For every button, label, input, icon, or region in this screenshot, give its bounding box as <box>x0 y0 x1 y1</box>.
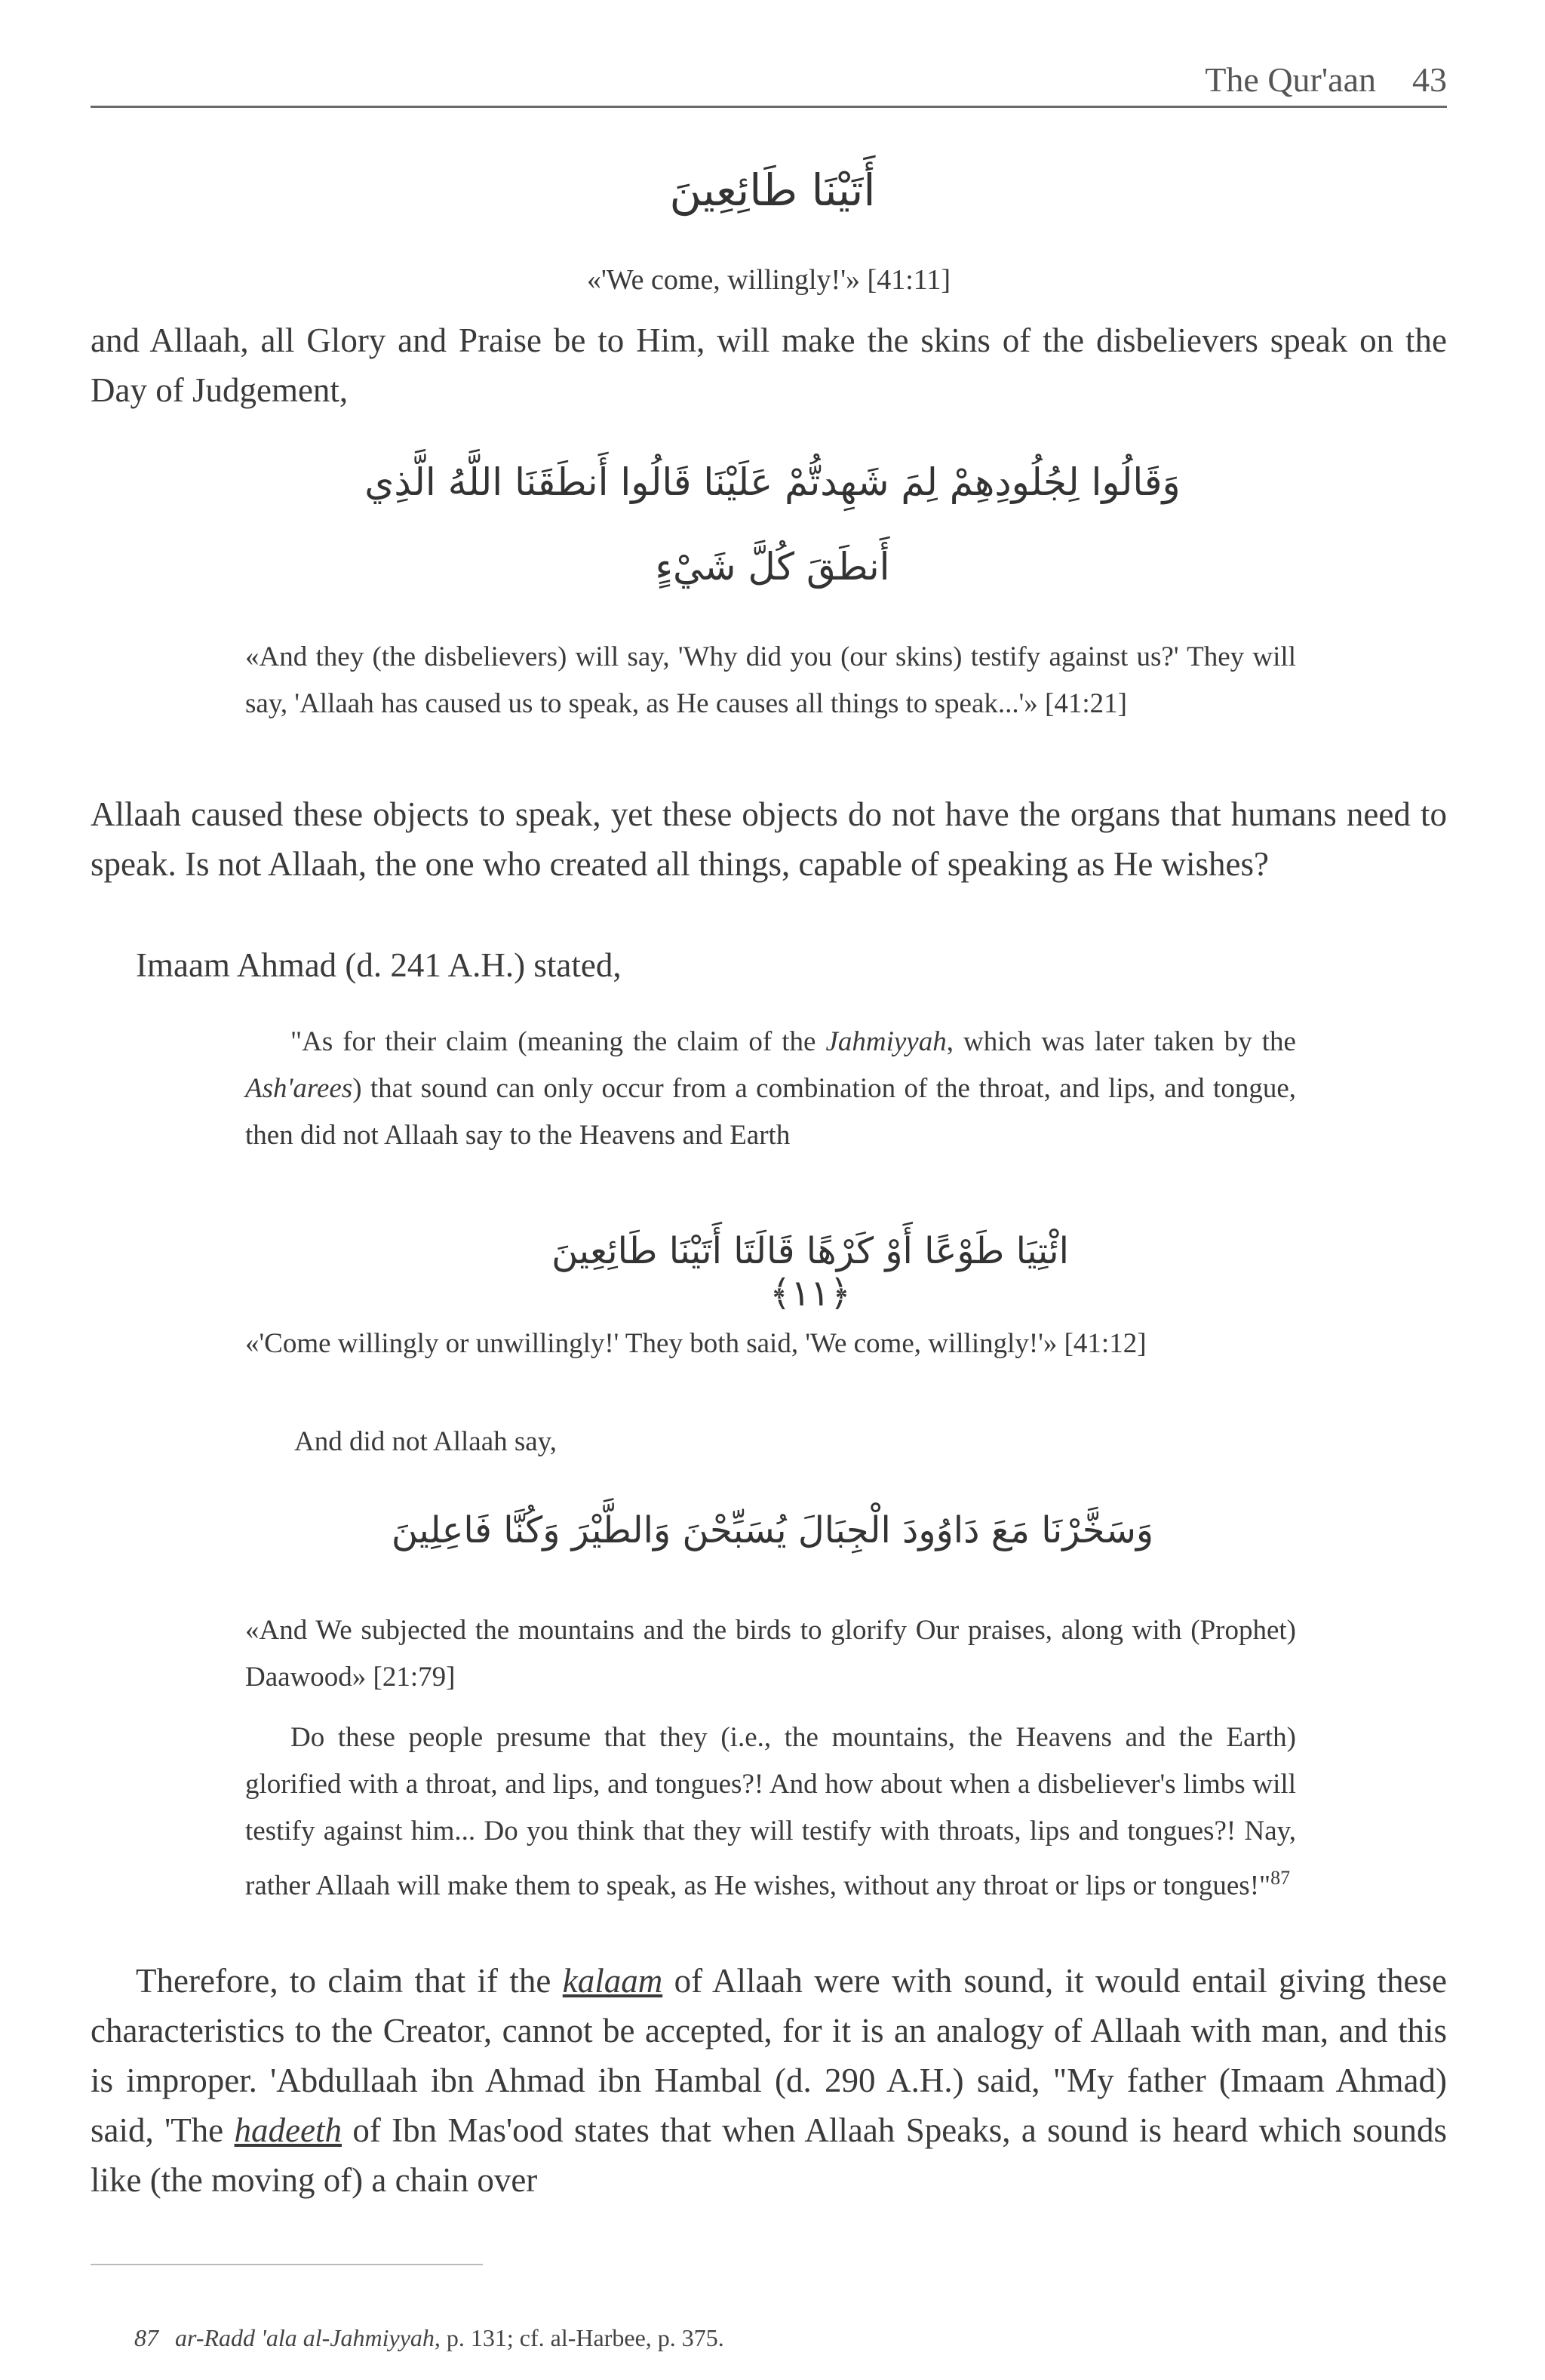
block-quote-1 <box>245 1019 1296 1159</box>
footnote-reference: 87 <box>1270 1867 1291 1889</box>
block-quote-2: And did not Allaah say, <box>294 1426 557 1457</box>
verse-translation-3: «'Come willingly or unwillingly!' They both said, 'We come, willingly!'» [41:12] <box>245 1328 1147 1359</box>
paragraph-4-text-b: of Allaah were with sound, it would entail giving these characteristics to the Creator, cannot be accepted, for it is an analogy of Allaah with man, and this is improper. 'Abdullaah ibn Ahmad ibn Hambal (d. 290 A.H.) said, "My father (Imaam Ahmad) said, 'The <box>91 1962 1447 2149</box>
verse-arabic-2-line2: أَنطَقَ كُلَّ شَيْءٍ <box>655 545 890 589</box>
verse-arabic-4: وَسَخَّرْنَا مَعَ دَاوُودَ الْجِبَالَ يُسَبِّحْنَ وَالطَّيْرَ وَكُنَّا فَاعِلِينَ <box>391 1509 1154 1551</box>
verse-arabic-1: أَتَيْنَا طَائِعِينَ <box>669 165 876 216</box>
footnote-number: 87 <box>134 2324 158 2351</box>
quote-1-text-b: , which was later taken by the <box>946 1026 1296 1057</box>
paragraph-2: Allaah caused these objects to speak, yet these objects do not have the organs that humans need to speak. Is not Allaah, the one who created all things, capable of speaking as He wishes? <box>91 795 1447 883</box>
paragraph-3: Imaam Ahmad (d. 241 A.H.) stated, <box>136 946 622 984</box>
block-quote-3 <box>245 1714 1296 1909</box>
running-head-title: The Qur'aan <box>1205 60 1376 99</box>
verse-translation-1: «'We come, willingly!'» [41:11] <box>586 264 951 296</box>
running-head <box>91 53 1447 108</box>
footnote-divider <box>91 2264 483 2265</box>
paragraph-4-text-c: of Ibn Mas'ood states that when Allaah Speaks, a sound is heard which sounds like (the moving of) a chain over <box>91 2111 1447 2199</box>
verse-arabic-3: ائْتِيَا طَوْعًا أَوْ كَرْهًا قَالَتَا أَتَيْنَا طَائِعِينَ ﴿١١﴾ <box>551 1230 1069 1315</box>
term-asharees: Ash'arees <box>245 1073 353 1104</box>
verse-arabic-2-line1: وَقَالُوا لِجُلُودِهِمْ لِمَ شَهِدتُّمْ عَلَيْنَا قَالُوا أَنطَقَنَا اللَّهُ الَّذِي <box>364 460 1181 504</box>
verse-translation-2: «And they (the disbelievers) will say, 'Why did you (our skins) testify against us?' They will say, 'Allaah has caused us to speak, as He causes all things to speak...'» [41:21] <box>245 641 1296 719</box>
paragraph-4-text-a: Therefore, to claim that if the <box>136 1962 563 2000</box>
term-jahmiyyah: Jahmiyyah <box>825 1026 947 1057</box>
verse-translation-4: «And We subjected the mountains and the birds to glorify Our praises, along with (Prophet) Daawood» [21:79] <box>245 1615 1296 1693</box>
term-kalaam: kalaam <box>562 1962 663 2000</box>
quote-1-text-c: ) that sound can only occur from a combination of the throat, and lips, and tongue, then did not Allaah say to the Heavens and Earth <box>245 1073 1296 1151</box>
term-hadeeth: hadeeth <box>234 2111 342 2149</box>
paragraph-4 <box>91 1956 1447 2205</box>
footnote <box>134 2324 724 2352</box>
quote-3-text: Do these people presume that they (i.e., the mountains, the Heavens and the Earth) glorified with a throat, and lips, and tongues?! And how about when a disbeliever's limbs will testify against him... Do you think that they will testify with throats, lips and tongues?! Nay, rather Allaah will make them to speak, as He wishes, without any throat or lips or tongues!" <box>245 1722 1296 1902</box>
paragraph-1: and Allaah, all Glory and Praise be to Him, will make the skins of the disbelievers speak on the Day of Judgement, <box>91 321 1447 409</box>
quote-1-text-a: "As for their claim (meaning the claim of the <box>290 1026 826 1057</box>
footnote-text: , p. 131; cf. al-Harbee, p. 375. <box>434 2324 724 2351</box>
footnote-title: ar-Radd 'ala al-Jahmiyyah <box>175 2324 435 2351</box>
page-number: 43 <box>1412 60 1447 99</box>
